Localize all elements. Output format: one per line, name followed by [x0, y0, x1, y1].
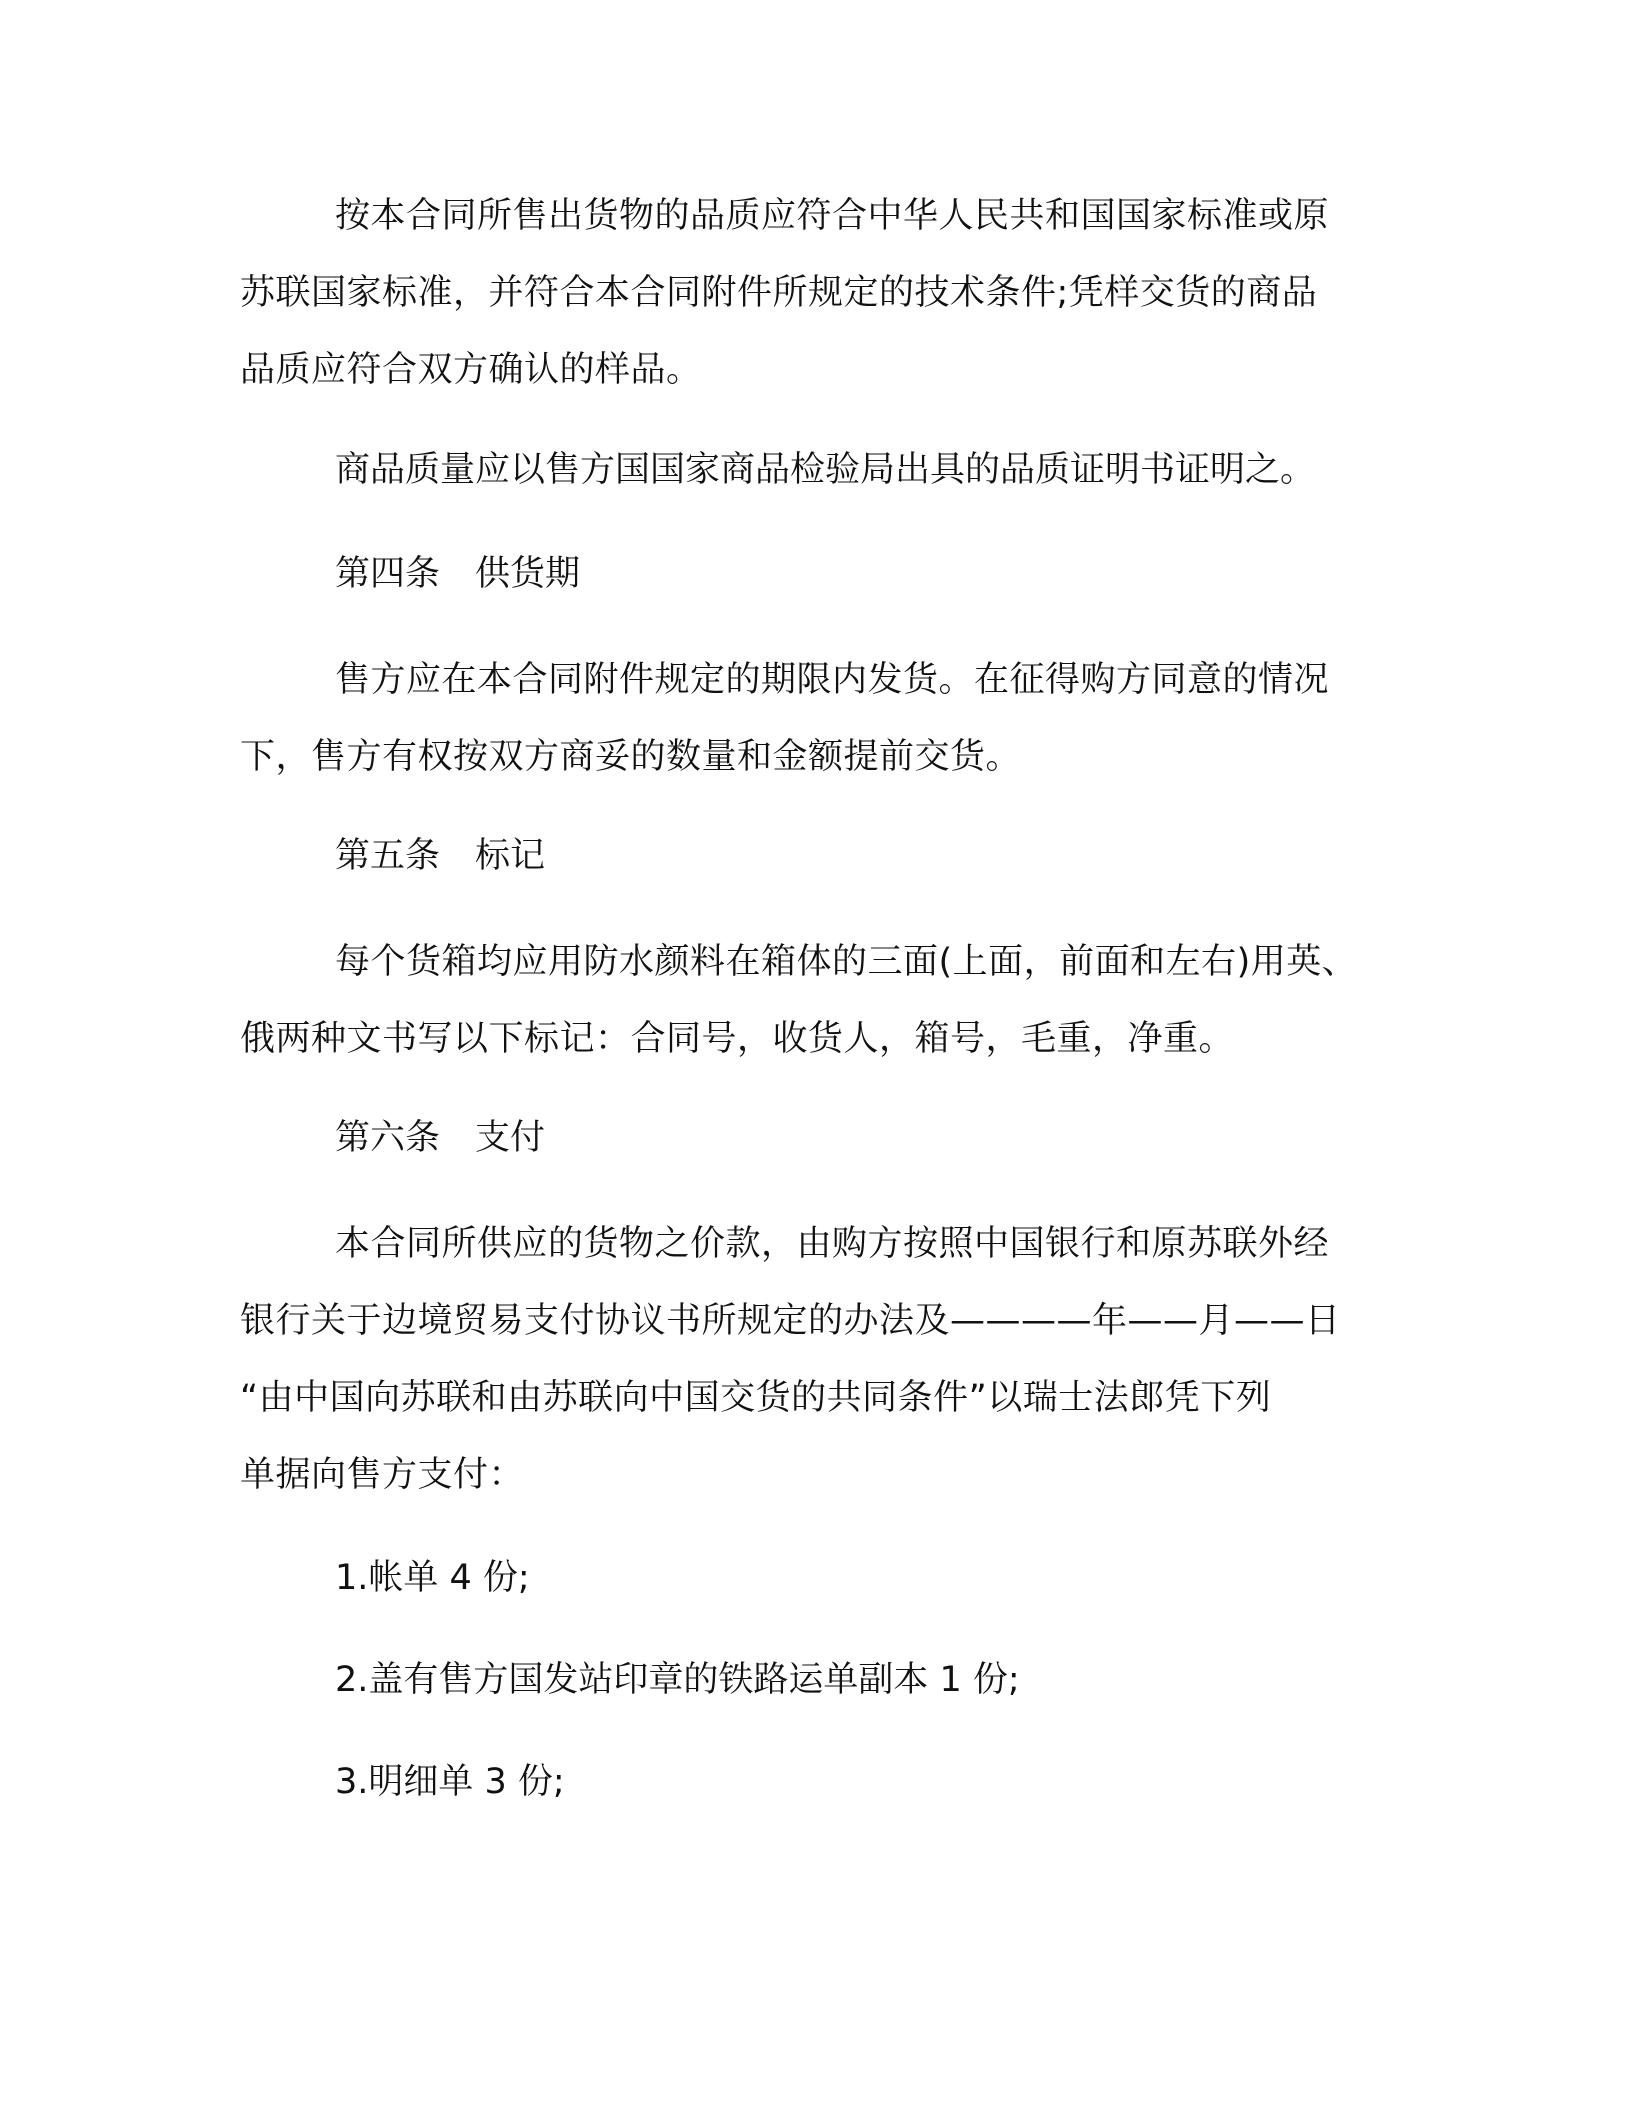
marking-paragraph: [240, 924, 1380, 1078]
text-line: 俄两种文书写以下标记：合同号，收货人，箱号，毛重，净重。: [240, 1019, 1235, 1059]
article-6-heading: 第六条 支付: [335, 1118, 546, 1158]
text-line: 本合同所供应的货物之价款，由购方按照中国银行和原苏联外经: [335, 1224, 1330, 1264]
article-5-heading: 第五条 标记: [335, 836, 546, 876]
text-line: 苏联国家标准，并符合本合同附件所规定的技术条件;凭样交货的商品: [240, 273, 1318, 313]
quality-certificate-paragraph: 商品质量应以售方国国家商品检验局出具的品质证明书证明之。: [335, 450, 1316, 490]
article-4-heading: 第四条 供货期: [335, 554, 581, 594]
payment-item-3: 3.明细单 3 份;: [335, 1762, 565, 1802]
delivery-paragraph: [240, 642, 1380, 796]
text-line: 银行关于边境贸易支付协议书所规定的办法及————年——月——日: [240, 1301, 1341, 1341]
text-line: 品质应符合双方确认的样品。: [240, 350, 702, 390]
text-line: 按本合同所售出货物的品质应符合中华人民共和国国家标准或原: [335, 196, 1330, 236]
quality-standard-paragraph: [240, 178, 1380, 409]
text-line: “由中国向苏联和由苏联向中国交货的共同条件”以瑞士法郎凭下列: [240, 1378, 1272, 1418]
payment-item-2: 2.盖有售方国发站印章的铁路运单副本 1 份;: [335, 1660, 1020, 1700]
text-line: 单据向售方支付：: [240, 1455, 525, 1495]
text-line: 每个货箱均应用防水颜料在箱体的三面(上面，前面和左右)用英、: [335, 942, 1358, 982]
payment-paragraph: [240, 1206, 1380, 1514]
payment-item-1: 1.帐单 4 份;: [335, 1558, 530, 1598]
text-line: 下，售方有权按双方商妥的数量和金额提前交货。: [240, 737, 1022, 777]
text-line: 售方应在本合同附件规定的期限内发货。在征得购方同意的情况: [335, 660, 1330, 700]
